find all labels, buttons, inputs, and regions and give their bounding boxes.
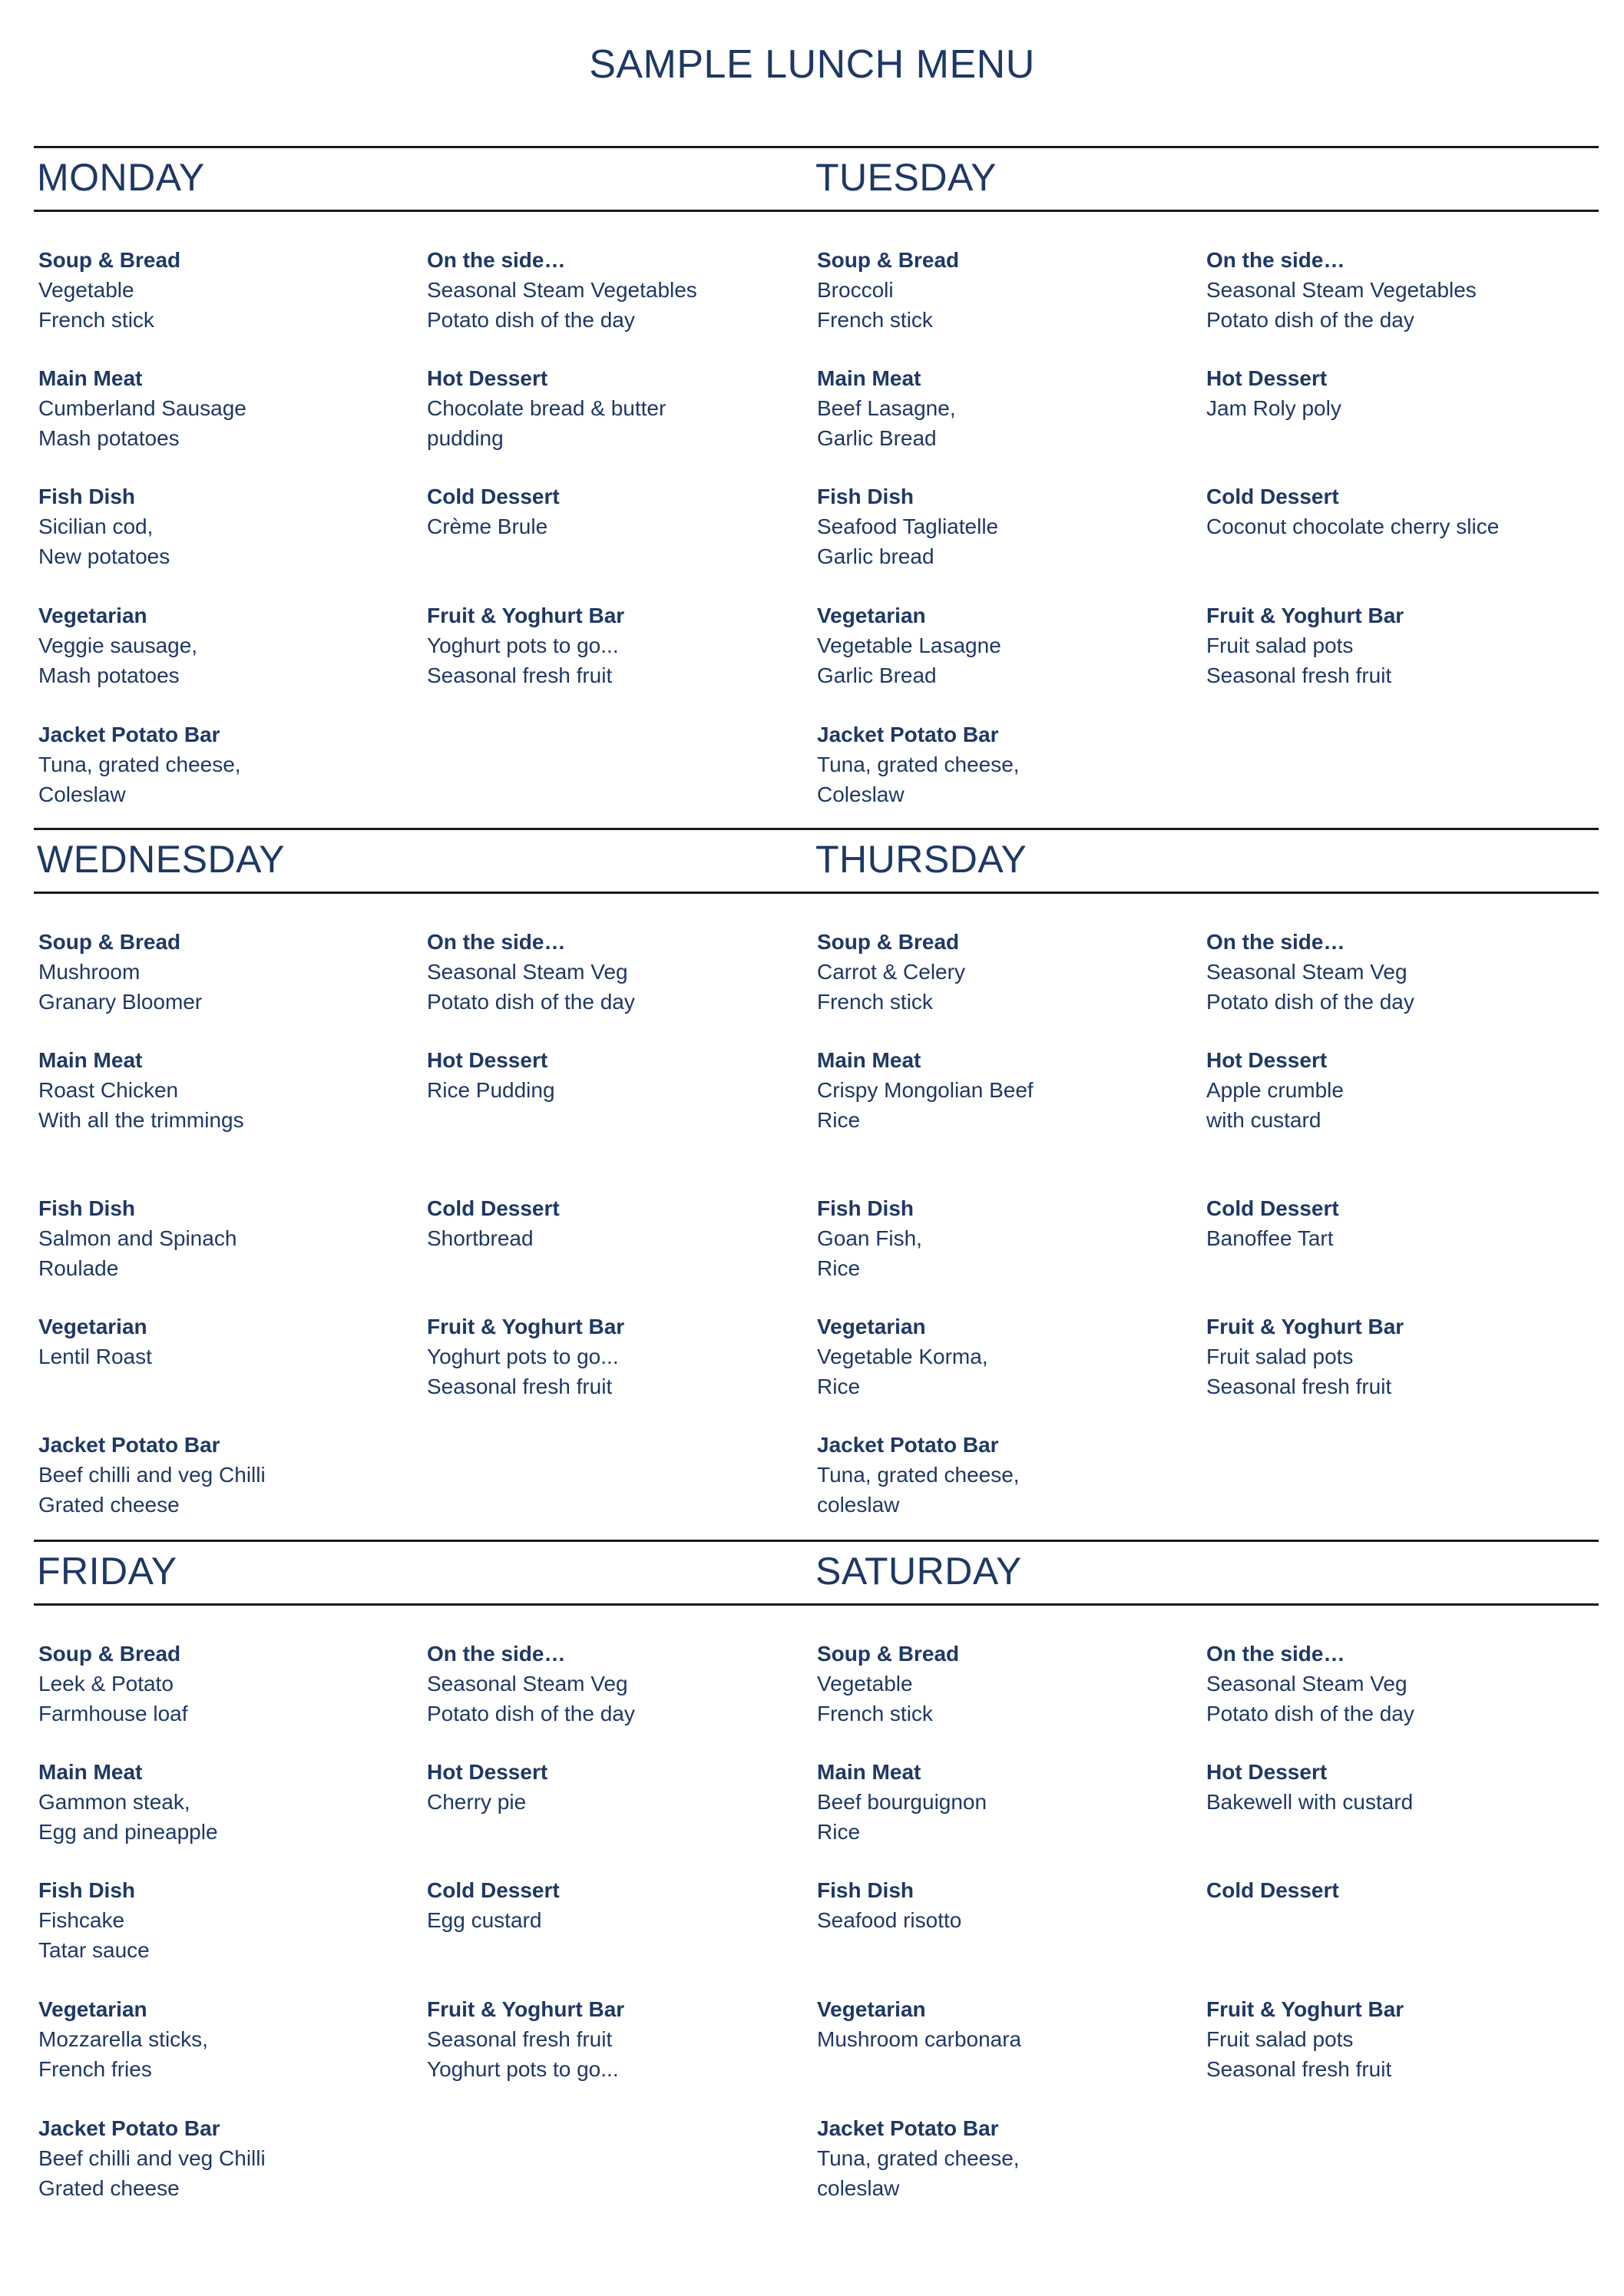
menu-item: Fruit salad pots [1206,1345,1354,1368]
category-label-cold: Cold Dessert [1206,485,1339,508]
category-label-fruit: Fruit & Yoghurt Bar [427,604,625,627]
category-label-cold: Cold Dessert [427,1878,560,1902]
menu-item: Broccoli [817,278,894,302]
menu-item: pudding [427,426,504,450]
menu-item: Seasonal Steam Vegetables [1206,278,1477,302]
menu-item: Cumberland Sausage [38,396,246,420]
menu-item: Banoffee Tart [1206,1226,1334,1250]
menu-item: Seasonal fresh fruit [1206,663,1392,687]
category-label-hot: Hot Dessert [1206,1048,1328,1072]
menu-item: Tuna, grated cheese, [817,1463,1020,1487]
menu-item: Shortbread [427,1226,534,1250]
section-rule-bottom [34,892,1599,894]
menu-item: Mushroom carbonara [817,2027,1022,2051]
day-heading-tuesday: TUESDAY [815,156,997,199]
menu-item: Potato dish of the day [1206,308,1414,332]
menu-item: Tuna, grated cheese, [817,2146,1020,2170]
menu-item: Leek & Potato [38,1672,174,1696]
menu-item: French stick [817,1702,933,1725]
section-rule-top [34,1540,1599,1542]
category-label-main: Main Meat [817,366,921,390]
category-label-jacket: Jacket Potato Bar [38,1433,220,1457]
menu-item: Tuna, grated cheese, [817,753,1020,776]
category-label-veg: Vegetarian [817,604,926,627]
category-label-jacket: Jacket Potato Bar [38,2116,220,2140]
category-label-hot: Hot Dessert [427,366,548,390]
category-label-main: Main Meat [38,366,143,390]
menu-item: Seasonal fresh fruit [1206,2057,1392,2081]
menu-item: Potato dish of the day [427,990,635,1014]
category-label-soup: Soup & Bread [817,930,960,954]
menu-item: Coleslaw [38,782,126,806]
category-label-side: On the side… [427,930,566,954]
category-label-soup: Soup & Bread [817,248,960,272]
menu-item: Beef bourguignon [817,1790,987,1814]
menu-item: Fruit salad pots [1206,634,1354,657]
menu-item: Mushroom [38,960,141,984]
menu-item: Mash potatoes [38,663,180,687]
menu-item: Garlic Bread [817,663,937,687]
menu-item: Salmon and Spinach [38,1226,237,1250]
day-heading-saturday: SATURDAY [815,1550,1022,1593]
category-label-veg: Vegetarian [38,1997,147,2021]
category-label-veg: Vegetarian [817,1997,926,2021]
menu-item: Rice Pudding [427,1078,555,1102]
menu-item: Mash potatoes [38,426,180,450]
category-label-jacket: Jacket Potato Bar [817,723,999,746]
category-label-fruit: Fruit & Yoghurt Bar [1206,1315,1404,1338]
menu-item: Crispy Mongolian Beef [817,1078,1034,1102]
category-label-fish: Fish Dish [38,485,136,508]
category-label-fish: Fish Dish [817,485,915,508]
menu-item: Potato dish of the day [427,1702,635,1725]
menu-item: Yoghurt pots to go... [427,634,619,657]
category-label-side: On the side… [1206,930,1345,954]
menu-item: Vegetable [38,278,134,302]
category-label-main: Main Meat [817,1760,921,1784]
category-label-soup: Soup & Bread [817,1642,960,1666]
menu-item: with custard [1206,1108,1321,1132]
menu-item: Rice [817,1375,861,1398]
menu-item: Grated cheese [38,1493,180,1517]
menu-item: Seasonal fresh fruit [1206,1375,1392,1398]
page-title: SAMPLE LUNCH MENU [589,42,1035,87]
category-label-cold: Cold Dessert [427,1196,560,1220]
section-rule-bottom [34,210,1599,212]
category-label-soup: Soup & Bread [38,1642,181,1666]
menu-item: Vegetable [817,1672,913,1696]
menu-item: Coconut chocolate cherry slice [1206,514,1500,538]
menu-item: Potato dish of the day [1206,1702,1414,1725]
menu-item: coleslaw [817,2176,900,2200]
menu-item: Egg custard [427,1908,542,1932]
day-heading-monday: MONDAY [37,156,205,199]
section-rule-top [34,828,1599,830]
menu-item: French stick [38,308,154,332]
menu-item: Seasonal fresh fruit [427,663,613,687]
menu-item: Apple crumble [1206,1078,1344,1102]
menu-item: Tatar sauce [38,1938,150,1962]
menu-item: With all the trimmings [38,1108,244,1132]
menu-item: Vegetable Korma, [817,1345,988,1368]
menu-item: Chocolate bread & butter [427,396,666,420]
menu-item: Lentil Roast [38,1345,152,1368]
category-label-hot: Hot Dessert [427,1048,548,1072]
menu-item: Sicilian cod, [38,514,154,538]
menu-item: Jam Roly poly [1206,396,1341,420]
menu-item: Mozzarella sticks, [38,2027,208,2051]
menu-item: French stick [817,990,933,1014]
menu-item: coleslaw [817,1493,900,1517]
menu-item: Seafood Tagliatelle [817,514,999,538]
menu-item: Beef chilli and veg Chilli [38,2146,266,2170]
section-rule-top [34,146,1599,148]
menu-item: Potato dish of the day [1206,990,1414,1014]
menu-item: Yoghurt pots to go... [427,1345,619,1368]
menu-item: Roast Chicken [38,1078,179,1102]
menu-item: Fruit salad pots [1206,2027,1354,2051]
category-label-fruit: Fruit & Yoghurt Bar [1206,1997,1404,2021]
menu-item: Rice [817,1820,861,1844]
category-label-hot: Hot Dessert [427,1760,548,1784]
category-label-veg: Vegetarian [38,1315,147,1338]
day-heading-thursday: THURSDAY [815,838,1027,881]
category-label-side: On the side… [427,248,566,272]
menu-item: Potato dish of the day [427,308,635,332]
menu-item: Coleslaw [817,782,905,806]
category-label-veg: Vegetarian [38,604,147,627]
category-label-cold: Cold Dessert [1206,1196,1339,1220]
menu-item: Rice [817,1256,861,1280]
menu-item: Seasonal Steam Veg [427,1672,628,1696]
day-heading-friday: FRIDAY [37,1550,177,1593]
menu-item: New potatoes [38,544,170,568]
menu-item: Vegetable Lasagne [817,634,1001,657]
menu-item: Farmhouse loaf [38,1702,188,1725]
category-label-fruit: Fruit & Yoghurt Bar [427,1997,625,2021]
category-label-jacket: Jacket Potato Bar [817,1433,999,1457]
menu-item: Goan Fish, [817,1226,922,1250]
menu-item: Fishcake [38,1908,125,1932]
category-label-fish: Fish Dish [38,1878,136,1902]
menu-item: Grated cheese [38,2176,180,2200]
menu-item: Carrot & Celery [817,960,965,984]
category-label-side: On the side… [1206,248,1345,272]
category-label-fruit: Fruit & Yoghurt Bar [1206,604,1404,627]
menu-item: Egg and pineapple [38,1820,218,1844]
category-label-veg: Vegetarian [817,1315,926,1338]
menu-item: Garlic Bread [817,426,937,450]
category-label-cold: Cold Dessert [427,485,560,508]
menu-item: Crème Brule [427,514,548,538]
menu-item: Seasonal Steam Vegetables [427,278,697,302]
category-label-side: On the side… [1206,1642,1345,1666]
menu-item: Yoghurt pots to go... [427,2057,619,2081]
menu-item: Beef Lasagne, [817,396,956,420]
menu-item: Gammon steak, [38,1790,190,1814]
menu-item: Cherry pie [427,1790,527,1814]
menu-item: Seasonal Steam Veg [1206,1672,1407,1696]
category-label-main: Main Meat [817,1048,921,1072]
menu-item: Garlic bread [817,544,934,568]
category-label-fish: Fish Dish [38,1196,136,1220]
category-label-hot: Hot Dessert [1206,1760,1328,1784]
category-label-fish: Fish Dish [817,1196,915,1220]
menu-item: Veggie sausage, [38,634,198,657]
menu-item: Seasonal fresh fruit [427,2027,613,2051]
menu-item: Granary Bloomer [38,990,203,1014]
menu-item: Roulade [38,1256,119,1280]
category-label-main: Main Meat [38,1760,143,1784]
category-label-fish: Fish Dish [817,1878,915,1902]
menu-item: French fries [38,2057,152,2081]
menu-item: Seafood risotto [817,1908,962,1932]
category-label-hot: Hot Dessert [1206,366,1328,390]
section-rule-bottom [34,1603,1599,1606]
menu-item: Rice [817,1108,861,1132]
category-label-fruit: Fruit & Yoghurt Bar [427,1315,625,1338]
category-label-main: Main Meat [38,1048,143,1072]
menu-item: Bakewell with custard [1206,1790,1414,1814]
day-heading-wednesday: WEDNESDAY [37,838,286,881]
menu-item: Beef chilli and veg Chilli [38,1463,266,1487]
category-label-side: On the side… [427,1642,566,1666]
category-label-soup: Soup & Bread [38,248,181,272]
category-label-cold: Cold Dessert [1206,1878,1339,1902]
category-label-jacket: Jacket Potato Bar [817,2116,999,2140]
menu-item: Seasonal Steam Veg [1206,960,1407,984]
menu-item: Tuna, grated cheese, [38,753,241,776]
category-label-jacket: Jacket Potato Bar [38,723,220,746]
menu-item: French stick [817,308,933,332]
menu-item: Seasonal fresh fruit [427,1375,613,1398]
menu-item: Seasonal Steam Veg [427,960,628,984]
category-label-soup: Soup & Bread [38,930,181,954]
